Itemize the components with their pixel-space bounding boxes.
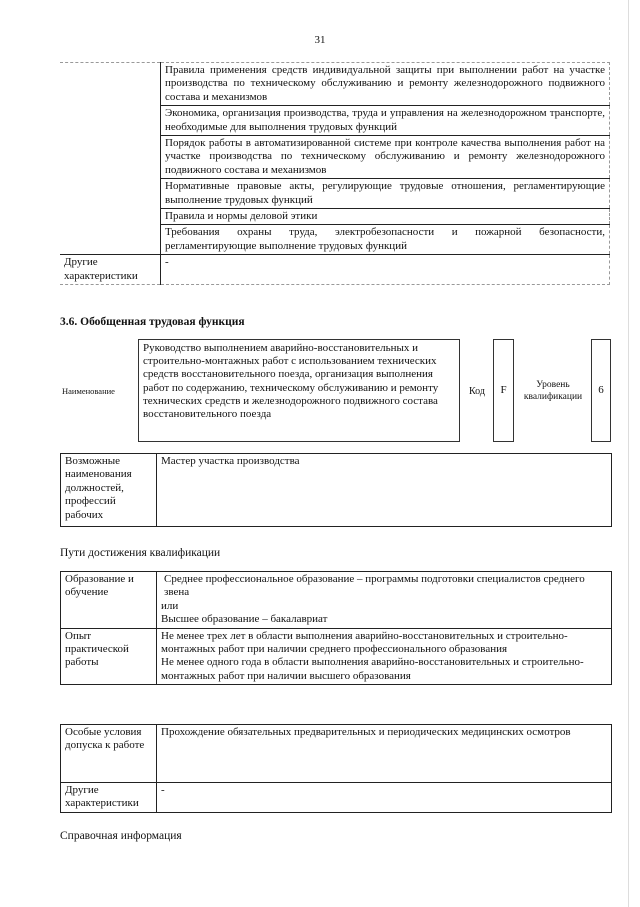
experience-label: Опыт практической работы (61, 628, 157, 685)
experience-cell (157, 628, 612, 685)
paths-heading: Пути достижения квалификации (60, 547, 221, 559)
page-number: 31 (314, 34, 326, 46)
knowledge-label-cell (60, 63, 161, 255)
function-name-box: Руководство выполнением аварийно-восстановительных и строительно-монтажных работ с использованием технических средств восстановительного поезда, организация выполнения работ по содержанию, техническому обслуживанию и ремонту технических средств и железнодорожного подвижного состава восстановительного поезда (138, 339, 460, 442)
admission-other-value: - (157, 783, 612, 813)
education-cell (157, 572, 612, 629)
admission-other-label: Другие характеристики (61, 783, 157, 813)
knowledge-item: Экономика, организация производства, труда и управления на железнодорожном транспорте, необходимые для выполнения трудовых функций (161, 106, 610, 136)
positions-table (60, 453, 612, 527)
knowledge-item: Порядок работы в автоматизированной системе при контроле качества выполнения работ на участке производства по техническому обслуживанию и ремонту железнодорожного подвижного состава и механизмов (161, 136, 610, 179)
section-heading: 3.6. Обобщенная трудовая функция (60, 316, 245, 328)
code-value-box (493, 339, 514, 442)
experience-line: Не менее одного года в области выполнения аварийно-восстановительных и строительно-монтажных работ при наличии высшего образования (161, 656, 584, 682)
positions-value: Мастер участка производства (157, 454, 612, 527)
admission-conditions-label: Особые условия допуска к работе (61, 725, 157, 783)
knowledge-item: Требования охраны труда, электробезопасности и пожарной безопасности, регламентирующие выполнение трудовых функций (161, 225, 610, 255)
name-label: Наименование (62, 386, 115, 396)
code-value: F (500, 383, 507, 396)
admission-table (60, 724, 612, 813)
qualification-level-box (591, 339, 611, 442)
code-label: Код (469, 386, 485, 397)
other-characteristics-value: - (161, 255, 610, 285)
qualification-table (60, 571, 612, 685)
reference-heading: Справочная информация (60, 830, 182, 842)
knowledge-item: Правила применения средств индивидуальной защиты при выполнении работ на участке производства по техническому обслуживанию и ремонту железнодорожного подвижного состава и механизмов (161, 63, 610, 106)
education-line: Среднее профессиональное образование – программы подготовки специалистов среднего звена (164, 573, 585, 599)
knowledge-table (60, 62, 610, 285)
education-line: или (161, 599, 179, 612)
education-line: Высшее образование – бакалавриат (161, 613, 328, 626)
qualification-level-value: 6 (598, 383, 604, 396)
knowledge-item: Правила и нормы деловой этики (161, 209, 610, 225)
knowledge-item: Нормативные правовые акты, регулирующие трудовые отношения, регламентирующие выполнение трудовых функций (161, 179, 610, 209)
other-characteristics-label: Другие характеристики (60, 255, 161, 285)
qualification-level-label: Уровень квалификации (523, 380, 583, 403)
admission-conditions-value: Прохождение обязательных предварительных и периодических медицинских осмотров (157, 725, 612, 783)
education-label: Образование и обучение (61, 572, 157, 629)
scan-edge-line (628, 0, 629, 907)
experience-line: Не менее трех лет в области выполнения аварийно-восстановительных и строительно-монтажных работ при наличии среднего профессионального образования (161, 629, 568, 656)
positions-label: Возможные наименования должностей, профессий рабочих (61, 454, 157, 527)
